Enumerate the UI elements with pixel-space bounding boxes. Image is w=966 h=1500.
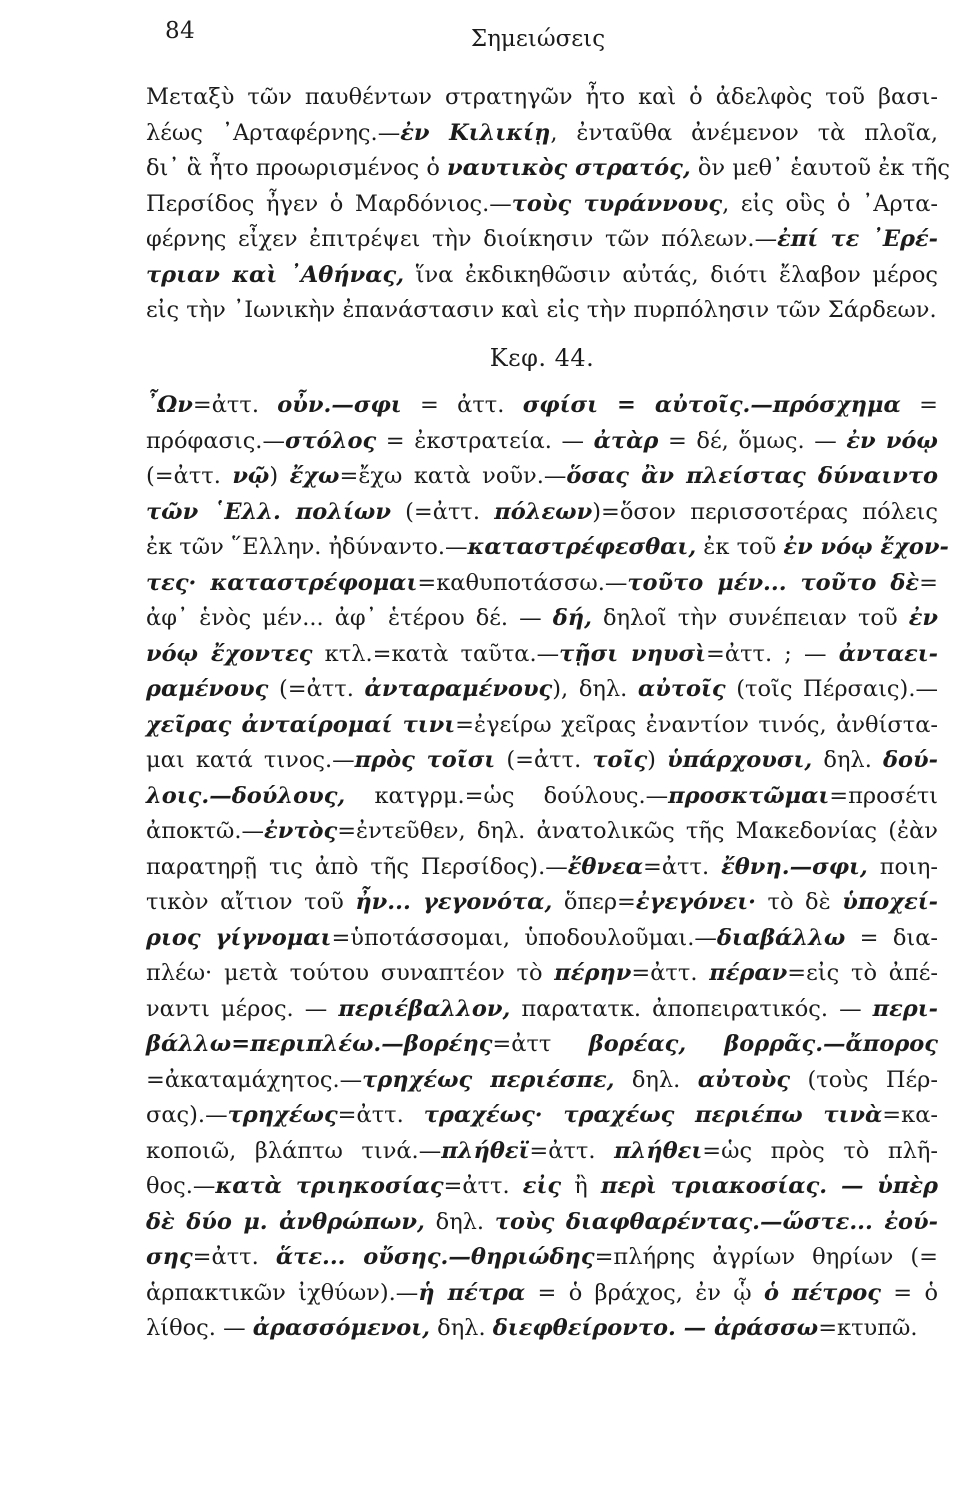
text-line (146, 743, 938, 779)
line-text: =πλήρης ἀγρίων θηρίων (= (594, 1244, 939, 1270)
bold-term: διεφθείροντο. — ἀράσσω (492, 1315, 819, 1341)
bold-term: πέρην (554, 960, 632, 986)
line-text: θος.— (146, 1173, 216, 1199)
line-text: λίθος. — (146, 1315, 253, 1341)
bold-term: λοις.—δούλους, (146, 782, 346, 809)
line-text: = δέ, ὅμως. — (658, 427, 847, 454)
bold-term: ἔθνεα (567, 853, 644, 880)
bold-term: περὶ τριακοσίας. — ὑπὲρ (600, 1173, 938, 1199)
text-line (146, 1063, 938, 1099)
bold-term: περι- (872, 995, 938, 1022)
bold-term: ἔχω (289, 463, 340, 489)
text-line (146, 459, 938, 495)
bold-term: ὑπάρχουσι, (667, 747, 813, 773)
bold-term: ἐντὸς (264, 818, 338, 844)
chapter-heading: Κεφ. 44. (489, 343, 595, 372)
bold-term: πέραν (709, 960, 788, 986)
bold-term: αὐτοὺς (697, 1066, 791, 1093)
line-text: =κα- (882, 1102, 938, 1128)
line-text: κατγρμ.=ὡς δούλους.— (345, 782, 669, 809)
text-line (146, 1240, 938, 1276)
text-line (146, 601, 938, 637)
line-text: =ἀττ. (192, 392, 278, 418)
text-line (146, 850, 938, 886)
bold-term: νῷ (232, 463, 270, 489)
line-text: Περσίδος ἦγεν ὁ Μαρδόνιος.— (146, 190, 512, 217)
bold-term: ῏Ων (146, 392, 193, 418)
line-text: παρατατκ. ἀποπειρατικός. — (510, 995, 873, 1022)
line-text: ἢ (561, 1173, 601, 1199)
text-line (146, 814, 938, 850)
line-text: =ἀττ. (192, 1244, 276, 1270)
line-text: =ἀττ. (337, 1102, 424, 1128)
text-line (146, 885, 938, 921)
page-number: 84 (165, 18, 196, 44)
line-text: ὅπερ= (552, 889, 636, 915)
text-line (146, 293, 938, 329)
text-line (146, 424, 938, 460)
line-text: =προσέτι (829, 782, 938, 809)
bold-term: περιέβαλλον, (338, 995, 511, 1022)
line-text: ) (269, 463, 290, 489)
paragraph-notes-ch43-end (146, 80, 951, 329)
line-text: ) (647, 747, 668, 773)
line-text: (τοῖς Πέρσαις).— (725, 676, 938, 702)
line-text: κοποιῶ, βλάπτω τινά.— (146, 1137, 442, 1164)
line-text: (=ἀττ. (146, 463, 233, 489)
line-text: = δια- (845, 924, 938, 951)
bold-term: ἀνταει- (838, 640, 938, 667)
bold-term: ριος γίγνομαι (146, 924, 332, 951)
line-text: ἀποκτῶ.— (146, 818, 265, 844)
bold-term: τῶν ῾Ελλ. πολίων (146, 498, 391, 525)
bold-term: τοῦτο μέν... τοῦτο δὲ (627, 569, 920, 596)
running-title: Σημειώσεις (470, 26, 606, 52)
line-text: δηλ. (812, 747, 884, 773)
bold-term: οὖν.—σφι (277, 392, 402, 418)
bold-term: καταστρέφεσθαι, (467, 534, 697, 560)
line-text: φέρνης εἶχεν ἐπιτρέψει τὴν διοίκησιν τῶν πόλεων.— (146, 226, 778, 252)
bold-term: τες· καταστρέφομαι (146, 569, 418, 596)
line-text: πλέω· μετὰ τούτου συναπτέον τὸ (146, 960, 555, 986)
bold-term: στόλος (284, 427, 377, 454)
bold-term: χεῖρας ἀνταίρομαί τινι (146, 711, 456, 738)
bold-term: ἐν Κιλικίῃ (400, 119, 551, 146)
bold-term: ὁ πέτρος (763, 1279, 881, 1306)
bold-term: τραχέως· τραχέως περιέπω τινὰ (423, 1102, 883, 1128)
line-text: =ὑποτάσσομαι, ὑποδουλοῦμαι.— (331, 924, 717, 951)
bold-term: κατὰ τριηκοσίας (215, 1173, 444, 1199)
line-text: =ἀττ. (643, 853, 722, 880)
line-text: τὸ δὲ (756, 889, 843, 915)
text-line (146, 992, 938, 1028)
bold-term: τρηχέως περιέσπε, (362, 1066, 615, 1093)
text-line (146, 1205, 938, 1241)
line-text: ἀφ᾿ ἑνὸς μέν... ἀφ᾿ ἑτέρου δέ. — (146, 605, 553, 631)
line-text: τικὸν αἴτιον τοῦ (146, 889, 356, 915)
line-text: , εἰς οὓς ὁ ᾿Αρτα- (722, 190, 938, 217)
line-text: κτλ.=κατὰ ταῦτα.— (312, 640, 560, 667)
bold-term: πλήθει (614, 1137, 703, 1164)
line-text: )=ὅσον περισσοτέρας πόλεις (592, 498, 938, 525)
bold-term: νόῳ ἔχοντες (146, 640, 313, 667)
line-text: = ὁ βράχος, ἐν ᾧ (525, 1279, 764, 1306)
line-text: δηλοῖ τὴν συνέπειαν τοῦ (591, 605, 909, 631)
text-line (146, 116, 938, 152)
text-line (146, 80, 938, 116)
line-text: δι᾿ ἃ ἦτο προωρισμένος ὁ (146, 155, 448, 181)
bold-term: πόλεων (494, 498, 593, 525)
line-text: =ἀττ (492, 1031, 589, 1057)
text-line (146, 388, 938, 424)
line-text: ), δηλ. (552, 676, 638, 702)
bold-term: ἀρασσόμενοι, (252, 1315, 430, 1341)
bold-term: προσκτῶμαι (668, 782, 830, 809)
line-text: = (900, 392, 938, 418)
bold-term: τοὺς διαφθαρέντας.—ὥστε... ἐού- (494, 1208, 938, 1235)
line-text: =κτυπῶ. (818, 1315, 918, 1341)
line-text: = ἀττ. (401, 392, 523, 418)
line-text: ἐκ τῶν ῞Ελλην. ἠδύναντο.— (146, 534, 468, 560)
line-text: ἵνα ἐκδικηθῶσιν αὐτάς, διότι ἔλαβον μέρος (404, 261, 938, 288)
bold-term: τῇσι νηυσὶ (559, 640, 707, 667)
line-text: ἐκ τοῦ (696, 534, 784, 560)
line-text: παρατηρῇ τις ἀπὸ τῆς Περσίδος).— (146, 853, 568, 880)
text-line (146, 151, 951, 187)
bold-term: διαβάλλω (716, 924, 846, 951)
bold-term: δού- (883, 747, 938, 773)
line-text: , ἐνταῦθα ἀνέμενον τὰ πλοῖα, (550, 119, 939, 146)
bold-term: ἡ πέτρα (418, 1279, 526, 1306)
bold-term: εἰς (522, 1173, 562, 1199)
line-text: =ἀττ. (631, 960, 710, 986)
line-text: ναντι μέρος. — (146, 995, 339, 1022)
line-text: εἰς τὴν ᾿Ιωνικὴν ἐπανάστασιν καὶ εἰς τὴν πυρπόλησιν τῶν Σάρδεων. (146, 297, 937, 323)
bold-term: σης (146, 1244, 193, 1270)
line-text: (=ἀττ. (495, 747, 593, 773)
line-text: = ἐκστρατεία. — (376, 427, 594, 454)
line-text: ποιη- (867, 853, 939, 880)
line-text: πρόφασις.— (146, 427, 285, 454)
text-line (146, 530, 949, 566)
text-line (146, 1098, 938, 1134)
line-text: =ἀττ. (443, 1173, 523, 1199)
bold-term: δὲ δύο μ. ἀνθρώπων, (146, 1208, 425, 1235)
text-line (146, 1169, 938, 1205)
bold-term: ἐπί τε ᾿Ερέ- (777, 226, 938, 252)
text-line (146, 779, 938, 815)
line-text: =ἀκαταμάχητος.— (146, 1066, 363, 1093)
bold-term: ὅσας ἂν πλείστας δύναιντο (566, 463, 939, 489)
line-text: δηλ. (424, 1208, 495, 1235)
line-text: ὃν μεθ᾿ ἑαυτοῦ ἐκ τῆς (690, 155, 951, 181)
line-text: λέως ᾿Αρταφέρνης.— (146, 119, 401, 146)
text-line (146, 1134, 938, 1170)
text-line (146, 1311, 938, 1347)
bold-term: δή, (552, 605, 592, 631)
bold-term: τρηχέως (227, 1102, 338, 1128)
text-line (146, 708, 938, 744)
line-text: = ὁ (880, 1279, 938, 1306)
text-line (146, 672, 938, 708)
paragraph-notes-ch44 (146, 388, 949, 1347)
line-text: =ὡς πρὸς τὸ πλῆ- (702, 1137, 939, 1164)
bold-term: ἐν (908, 605, 939, 631)
bold-term: τοῖς (592, 747, 648, 773)
bold-term: σφίσι = αὐτοῖς.—πρόσχημα (522, 392, 901, 418)
line-text: δηλ. (430, 1315, 493, 1341)
bold-term: ραμένους (146, 676, 269, 702)
line-text: (=ἀττ. (390, 498, 495, 525)
line-text: =ἀττ. (529, 1137, 615, 1164)
text-line (146, 956, 938, 992)
bold-term: αὐτοῖς (637, 676, 726, 702)
bold-term: ναυτικὸς στρατός, (447, 155, 691, 181)
bold-term: ἔθνη.—σφι, (721, 853, 868, 880)
bold-term: ὑποχεί- (842, 889, 939, 915)
bold-term: ἅτε... οὔσης.—θηριώδης (275, 1244, 595, 1270)
line-text: =ἐγείρω χεῖρας ἐναντίον τινός, ἀνθίστα- (455, 711, 938, 738)
bold-term: τοὺς τυράννους (511, 190, 723, 217)
line-text: =εἰς τὸ ἀπέ- (787, 960, 938, 986)
bold-term: ἀνταραμένους (364, 676, 553, 702)
text-line (146, 921, 938, 957)
line-text: μαι κατά τινος.— (146, 747, 355, 773)
line-text: ἁρπακτικῶν ἰχθύων).— (146, 1279, 419, 1306)
line-text: =ἀττ. ; — (706, 640, 839, 667)
bold-term: βορέας, βορρᾶς.—ἄπορος (588, 1031, 938, 1057)
line-text: = (919, 569, 938, 596)
line-text: =ἐντεῦθεν, δηλ. ἀνατολικῶς τῆς Μακεδονίας (ἐὰν (337, 818, 938, 844)
line-text: (τοὺς Πέρ- (790, 1066, 939, 1093)
text-line (146, 187, 938, 223)
line-text: Μεταξὺ τῶν παυθέντων στρατηγῶν ἦτο καὶ ὁ ἀδελφὸς τοῦ βασι- (146, 84, 938, 110)
bold-term: πλήθεϊ (441, 1137, 530, 1164)
text-line (146, 1027, 938, 1063)
bold-term: ἐν νόῳ ἔχον- (783, 534, 949, 560)
line-text: δηλ. (614, 1066, 698, 1093)
line-text: =ἔχω κατὰ νοῦν.— (339, 463, 567, 489)
bold-term: βάλλω=περιπλέω.—βορέης (146, 1031, 493, 1057)
line-text: =καθυποτάσσω.— (417, 569, 628, 596)
bold-term: πρὸς τοῖσι (354, 747, 496, 773)
text-line (146, 222, 938, 258)
line-text: (=ἀττ. (268, 676, 365, 702)
body-text (146, 80, 951, 1347)
bold-term: ἀτὰρ (593, 427, 659, 454)
text-line (146, 566, 938, 602)
bold-term: ἦν... γεγονότα, (355, 889, 553, 915)
text-line (146, 258, 938, 294)
bold-term: ἐν νόῳ (846, 427, 938, 454)
text-line (146, 495, 938, 531)
text-line (146, 637, 938, 673)
bold-term: τριαν καὶ ᾿Αθήνας, (146, 261, 405, 288)
text-line (146, 1276, 938, 1312)
line-text: σας).— (146, 1102, 228, 1128)
bold-term: ἐγεγόνει· (635, 889, 757, 915)
